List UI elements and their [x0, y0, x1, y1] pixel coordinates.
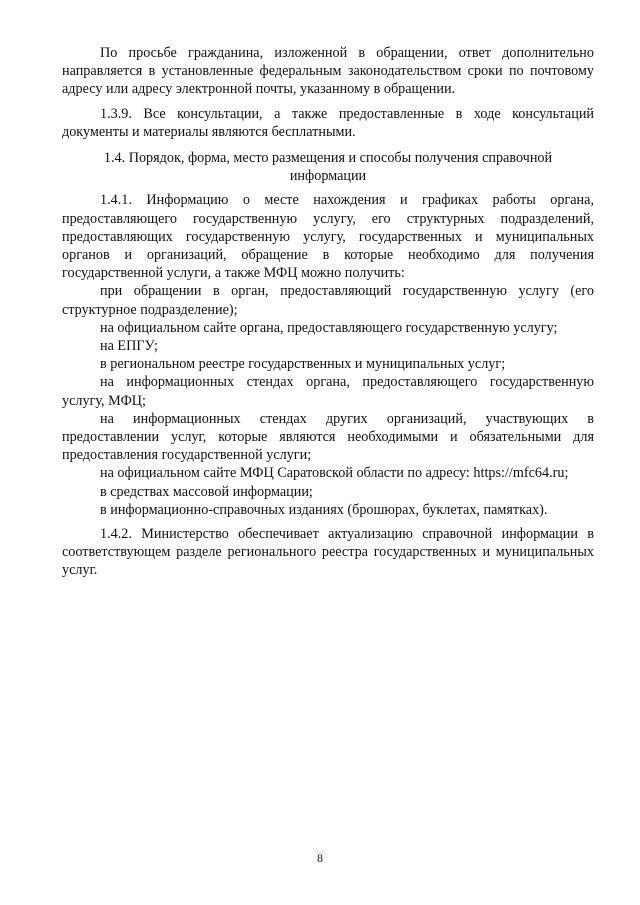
paragraph-ministry-updates: 1.4.2. Министерство обеспечивает актуализацию справочной информации в соответствующем разделе регионального реестра государственных и муниципальных услуг.	[62, 526, 594, 579]
list-item: на информационных стендах органа, предоставляющего государственную услугу, МФЦ;	[62, 374, 594, 409]
paragraph-free-consultations: 1.3.9. Все консультации, а также предоставленные в ходе консультаций документы и материалы являются бесплатными.	[62, 105, 594, 140]
list-item-mfc-website: на официальном сайте МФЦ Саратовской области по адресу: https://mfc64.ru;	[100, 465, 569, 482]
paragraph-information-sources-intro: 1.4.1. Информацию о месте нахождения и графиках работы органа, предоставляющего государственную услугу, его структурных подразделений, предоставляющих государственную услугу, государственных и муниципальных органов и организаций, обращение в которые необходимо для получения государственной услуги, а также МФЦ можно получить:	[62, 192, 594, 282]
page-number: 8	[317, 851, 323, 865]
paragraph-response-delivery: По просьбе гражданина, изложенной в обращении, ответ дополнительно направляется в установленные федеральным законодательством сроки по почтовому адресу или адресу электронной почты, указанному в обращении.	[62, 45, 594, 98]
list-item: на официальном сайте органа, предоставляющего государственную услугу;	[100, 319, 558, 336]
list-item: на ЕПГУ;	[100, 338, 158, 355]
list-item: в региональном реестре государственных и муниципальных услуг;	[100, 356, 506, 373]
list-item: при обращении в орган, предоставляющий государственную услугу (его структурное подразделение);	[62, 283, 594, 318]
information-sources-list	[62, 282, 594, 519]
list-item: в средствах массовой информации;	[100, 483, 313, 500]
list-item: в информационно-справочных изданиях (брошюрах, буклетах, памятках).	[100, 501, 548, 518]
section-heading: 1.4. Порядок, форма, место размещения и способы получения справочной информации	[103, 150, 553, 185]
document-page	[62, 44, 594, 580]
list-item: на информационных стендах других организаций, участвующих в предоставлении услуг, которые являются необходимыми и обязательными для предоставления государственной услуги;	[62, 410, 594, 464]
